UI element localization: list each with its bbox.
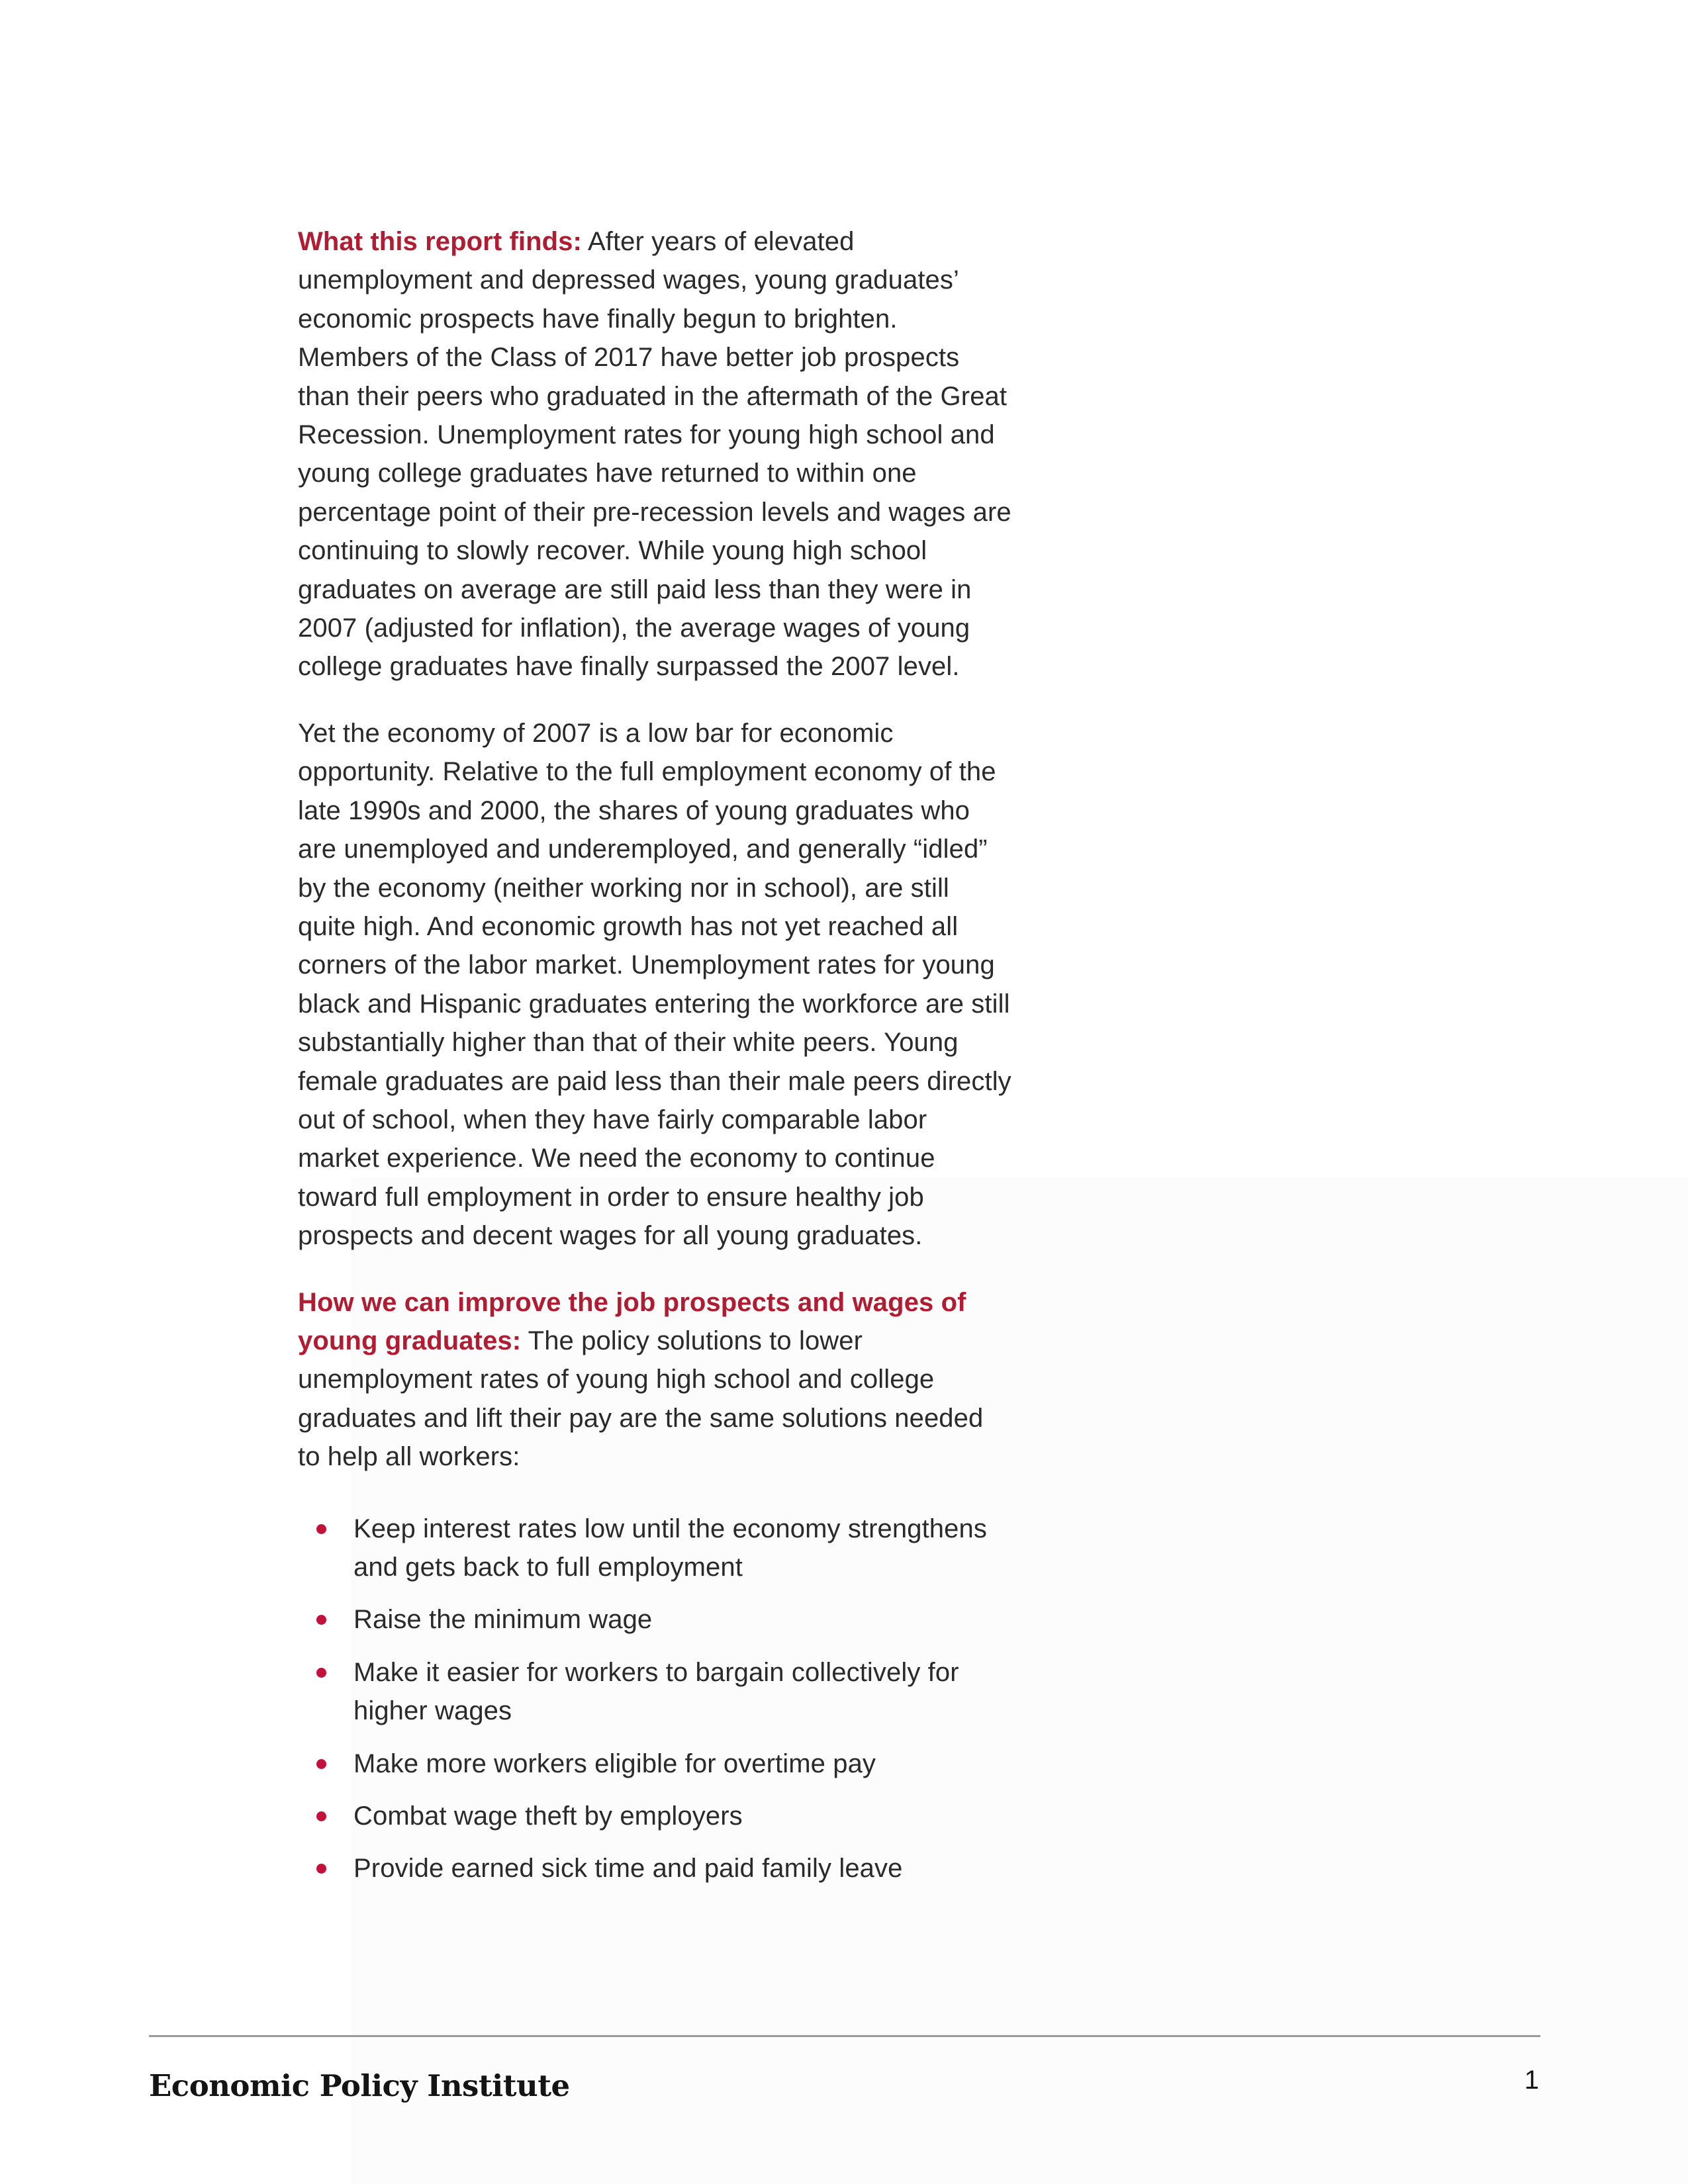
policy-text: Keep interest rates low until the economy strengthens and gets back to full employment (353, 1514, 987, 1582)
list-item (298, 1510, 1013, 1587)
bullet-icon (316, 1668, 326, 1678)
bullet-icon (316, 1864, 326, 1874)
bullet-icon (316, 1615, 326, 1625)
findings-heading: What this report finds: (298, 227, 582, 256)
policy-text: Make it easier for workers to bargain collectively for higher wages (353, 1657, 959, 1726)
list-item (298, 1653, 1013, 1731)
list-item (298, 1797, 1013, 1835)
policy-text: Make more workers eligible for overtime pay (353, 1749, 876, 1778)
improve-body: The policy solutions to lower unemployment rates of young high school and college graduates and lift their pay are the same solutions needed to help all workers: (298, 1326, 984, 1472)
list-item (298, 1600, 1013, 1639)
bullet-icon (316, 1811, 326, 1821)
findings-paragraph (298, 222, 1013, 686)
page-number: 1 (1524, 2066, 1539, 2095)
policy-text: Raise the minimum wage (353, 1605, 653, 1635)
list-item (298, 1745, 1013, 1783)
findings-body: After years of elevated unemployment and depressed wages, young graduates’ economic prospects have finally begun to brighten. Members of the Class of 2017 have better job prospects than their peers who graduated in the aftermath of the Great Recession. Unemployment rates for young high school and young college graduates have returned to within one percentage point of their pre-recession levels and wages are continuing to slowly recover. While young high school graduates on average are still paid less than they were in 2007 (adjusted for inflation), the average wages of young college graduates have finally surpassed the 2007 level. (298, 227, 1011, 682)
policy-list (298, 1510, 1013, 1888)
improve-heading: How we can improve the job prospects and wages of young graduates: (298, 1287, 966, 1355)
policy-text: Combat wage theft by employers (353, 1801, 743, 1831)
organization-logo: Economic Policy Institute (149, 2068, 570, 2103)
list-item (298, 1849, 1013, 1888)
bullet-icon (316, 1524, 326, 1534)
improve-paragraph (298, 1283, 1013, 1477)
report-summary (298, 222, 1013, 1902)
policy-text: Provide earned sick time and paid family leave (353, 1854, 903, 1884)
bullet-icon (316, 1759, 326, 1769)
economy-paragraph: Yet the economy of 2007 is a low bar for economic opportunity. Relative to the full employment economy of the late 1990s and 2000, the shares of young graduates who are unemployed and underemployed, and generally “idled” by the economy (neither working nor in school), are still quite high. And economic growth has not yet reached all corners of the labor market. Unemployment rates for young black and Hispanic graduates entering the workforce are still substantially higher than that of their white peers. Young female graduates are paid less than their male peers directly out of school, when they have fairly comparable labor market experience. We need the economy to continue toward full employment in order to ensure healthy job prospects and decent wages for all young graduates. (298, 718, 1011, 1251)
footer-divider (149, 2035, 1540, 2037)
